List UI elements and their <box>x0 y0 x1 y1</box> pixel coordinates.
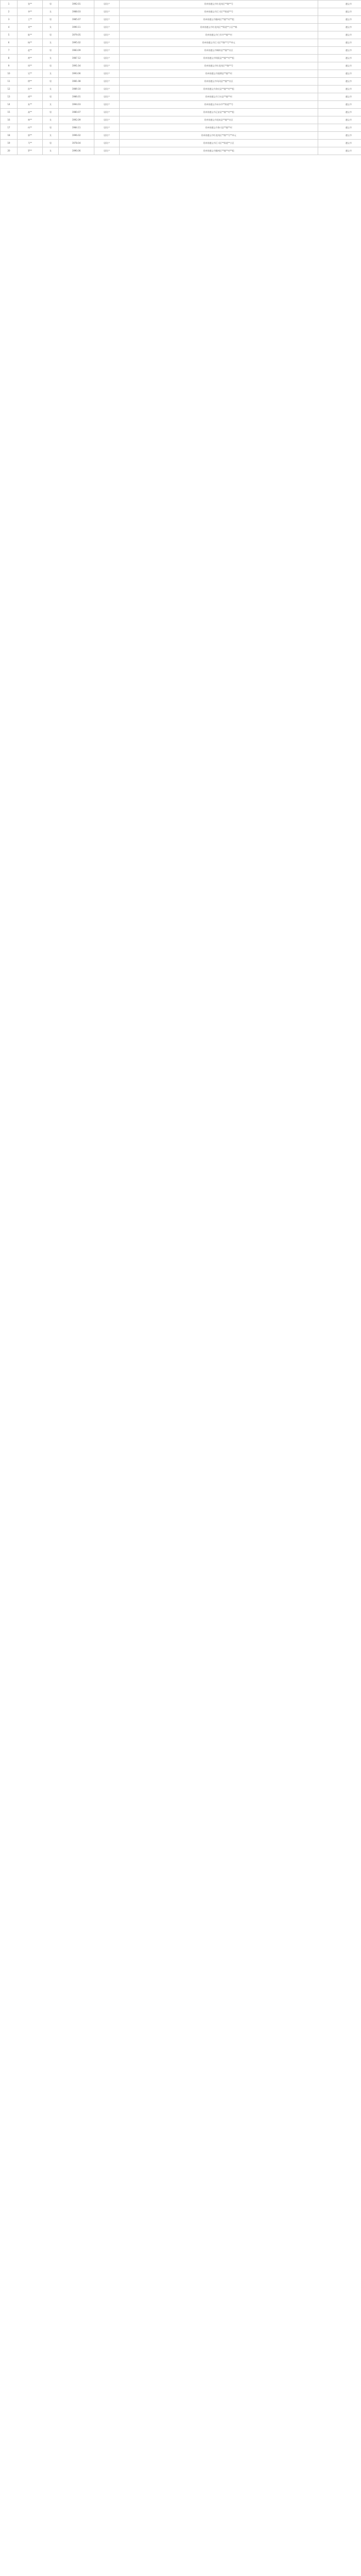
cell-category: 居民户 <box>94 8 120 16</box>
cell-number: 11 <box>1 78 18 86</box>
cell-name: 孙** <box>18 86 43 93</box>
table-row <box>1 116 361 124</box>
cell-address: 贵州省遵义市道真县**镇**社区 <box>120 116 318 124</box>
cell-number: 14 <box>1 101 18 109</box>
cell-address: 贵州省遵义市汇川区**路**号**单元 <box>120 39 318 47</box>
cell-number: 5 <box>1 31 18 39</box>
cell-number: 17 <box>1 124 18 132</box>
cell-remark: 遵义市 <box>318 86 361 93</box>
cell-category: 居民户 <box>94 24 120 31</box>
cell-gender: 男 <box>43 140 59 147</box>
cell-birth-date: 1984.11 <box>59 124 94 132</box>
table-row <box>1 132 361 140</box>
cell-address: 贵州省遵义市红花岗区**路**号 <box>120 62 318 70</box>
cell-name: 林** <box>18 116 43 124</box>
cell-gender: 女 <box>43 86 59 93</box>
cell-gender: 男 <box>43 124 59 132</box>
cell-number: 2 <box>1 8 18 16</box>
cell-number: 1 <box>1 1 18 8</box>
cell-number: 8 <box>1 55 18 62</box>
cell-birth-date: 1981.08 <box>59 78 94 86</box>
cell-address: 贵州省遵义市余庆县**镇**村**组 <box>120 86 318 93</box>
cell-number: 7 <box>1 47 18 55</box>
cell-birth-date: 1980.07 <box>59 109 94 116</box>
cell-address: 贵州省遵义市凤冈县**镇**社区 <box>120 78 318 86</box>
cell-category: 居民户 <box>94 147 120 155</box>
cell-remark: 遵义市 <box>318 132 361 140</box>
cell-address: 贵州省遵义市湄潭县**镇**村 <box>120 70 318 78</box>
cell-name: 朱** <box>18 101 43 109</box>
cell-gender: 女 <box>43 70 59 78</box>
table-row <box>1 86 361 93</box>
cell-birth-date: 1979.05 <box>59 31 94 39</box>
cell-birth-date: 1986.01 <box>59 93 94 101</box>
cell-category: 居民户 <box>94 132 120 140</box>
cell-gender: 女 <box>43 55 59 62</box>
cell-number: 6 <box>1 39 18 47</box>
roster-table-body <box>1 1 361 155</box>
cell-name: 刘** <box>18 24 43 31</box>
cell-category: 居民户 <box>94 140 120 147</box>
cell-birth-date: 1989.10 <box>59 86 94 93</box>
cell-name: 李** <box>18 8 43 16</box>
cell-category: 居民户 <box>94 39 120 47</box>
cell-remark: 遵义市 <box>318 1 361 8</box>
cell-address: 贵州省遵义市务川县**镇**村 <box>120 124 318 132</box>
cell-category: 居民户 <box>94 62 120 70</box>
cell-name: 马** <box>18 140 43 147</box>
cell-name: 张** <box>18 1 43 8</box>
cell-birth-date: 1990.11 <box>59 24 94 31</box>
cell-address: 贵州省遵义市绥阳县**镇**村**组 <box>120 55 318 62</box>
cell-category: 居民户 <box>94 1 120 8</box>
cell-remark: 遵义市 <box>318 147 361 155</box>
cell-gender: 男 <box>43 47 59 55</box>
table-row <box>1 101 361 109</box>
table-row <box>1 47 361 55</box>
cell-address: 贵州省遵义市播州区**镇**村**组 <box>120 16 318 24</box>
cell-gender: 男 <box>43 16 59 24</box>
cell-name: 黄** <box>18 55 43 62</box>
table-row <box>1 140 361 147</box>
cell-gender: 女 <box>43 116 59 124</box>
cell-gender: 男 <box>43 109 59 116</box>
cell-category: 居民户 <box>94 124 120 132</box>
cell-number: 20 <box>1 147 18 155</box>
table-row <box>1 147 361 155</box>
table-row <box>1 124 361 132</box>
cell-address: 贵州省遵义市播州区**镇**村**组 <box>120 147 318 155</box>
cell-category: 居民户 <box>94 47 120 55</box>
cell-address: 贵州省遵义市红花岗区**街道**小区**栋 <box>120 24 318 31</box>
cell-address: 贵州省遵义市汇川区**街道**号 <box>120 8 318 16</box>
cell-gender: 女 <box>43 39 59 47</box>
cell-remark: 遵义市 <box>318 55 361 62</box>
cell-remark: 遵义市 <box>318 78 361 86</box>
cell-name: 吴** <box>18 70 43 78</box>
cell-remark: 遵义市 <box>318 140 361 147</box>
cell-birth-date: 1992.01 <box>59 1 94 8</box>
cell-number: 18 <box>1 132 18 140</box>
cell-name: 杨** <box>18 39 43 47</box>
cell-remark: 遵义市 <box>318 101 361 109</box>
cell-birth-date: 1993.06 <box>59 70 94 78</box>
cell-remark: 遵义市 <box>318 24 361 31</box>
cell-birth-date: 1992.09 <box>59 116 94 124</box>
cell-category: 居民户 <box>94 31 120 39</box>
cell-name: 陈** <box>18 31 43 39</box>
cell-address: 贵州省遵义市习水县**镇**村 <box>120 93 318 101</box>
cell-address: 贵州省遵义市赤水市**街道**号 <box>120 101 318 109</box>
cell-number: 13 <box>1 93 18 101</box>
cell-birth-date: 1985.07 <box>59 16 94 24</box>
cell-remark: 遵义市 <box>318 47 361 55</box>
cell-name: 郭** <box>18 132 43 140</box>
cell-number: 12 <box>1 86 18 93</box>
cell-category: 居民户 <box>94 101 120 109</box>
cell-number: 15 <box>1 109 18 116</box>
cell-category: 居民户 <box>94 55 120 62</box>
cell-category: 居民户 <box>94 109 120 116</box>
cell-address: 贵州省遵义市汇川区**街道**小区 <box>120 140 318 147</box>
cell-birth-date: 1983.09 <box>59 47 94 55</box>
cell-remark: 遵义市 <box>318 70 361 78</box>
cell-name: 罗** <box>18 147 43 155</box>
cell-category: 居民户 <box>94 70 120 78</box>
cell-remark: 遵义市 <box>318 109 361 116</box>
cell-birth-date: 1991.04 <box>59 62 94 70</box>
cell-name: 王** <box>18 16 43 24</box>
cell-gender: 男 <box>43 93 59 101</box>
cell-birth-date: 1994.03 <box>59 101 94 109</box>
cell-number: 3 <box>1 16 18 24</box>
cell-remark: 遵义市 <box>318 16 361 24</box>
cell-birth-date: 1996.02 <box>59 132 94 140</box>
cell-gender: 女 <box>43 132 59 140</box>
cell-gender: 男 <box>43 1 59 8</box>
cell-number: 19 <box>1 140 18 147</box>
cell-gender: 男 <box>43 62 59 70</box>
cell-address: 贵州省遵义市桐梓县**镇**社区 <box>120 47 318 55</box>
cell-remark: 遵义市 <box>318 116 361 124</box>
cell-category: 居民户 <box>94 78 120 86</box>
cell-number: 9 <box>1 62 18 70</box>
cell-remark: 遵义市 <box>318 93 361 101</box>
cell-gender: 女 <box>43 101 59 109</box>
cell-name: 高** <box>18 109 43 116</box>
cell-category: 居民户 <box>94 93 120 101</box>
cell-address: 贵州省遵义市仁怀市**镇**村 <box>120 31 318 39</box>
cell-remark: 遵义市 <box>318 39 361 47</box>
table-row <box>1 31 361 39</box>
cell-gender: 男 <box>43 31 59 39</box>
table-row <box>1 70 361 78</box>
cell-gender: 男 <box>43 78 59 86</box>
cell-remark: 遵义市 <box>318 31 361 39</box>
cell-name: 何** <box>18 124 43 132</box>
roster-table <box>0 0 361 155</box>
cell-category: 居民户 <box>94 86 120 93</box>
cell-name: 胡** <box>18 93 43 101</box>
cell-name: 赵** <box>18 47 43 55</box>
cell-gender: 女 <box>43 8 59 16</box>
cell-number: 10 <box>1 70 18 78</box>
cell-remark: 遵义市 <box>318 124 361 132</box>
table-row <box>1 109 361 116</box>
cell-birth-date: 1978.04 <box>59 140 94 147</box>
cell-name: 周** <box>18 62 43 70</box>
cell-birth-date: 1987.12 <box>59 55 94 62</box>
table-row <box>1 93 361 101</box>
cell-remark: 遵义市 <box>318 8 361 16</box>
cell-birth-date: 1995.02 <box>59 39 94 47</box>
table-row <box>1 78 361 86</box>
cell-category: 居民户 <box>94 116 120 124</box>
cell-number: 16 <box>1 116 18 124</box>
table-row <box>1 24 361 31</box>
table-row <box>1 8 361 16</box>
table-row <box>1 55 361 62</box>
cell-address: 贵州省遵义市红花岗区**路**号**单元 <box>120 132 318 140</box>
cell-name: 徐** <box>18 78 43 86</box>
cell-address: 贵州省遵义市红花岗区**路**号 <box>120 1 318 8</box>
table-row <box>1 1 361 8</box>
cell-category: 居民户 <box>94 16 120 24</box>
cell-birth-date: 1988.03 <box>59 8 94 16</box>
cell-address: 贵州省遵义市正安县**镇**村**组 <box>120 109 318 116</box>
cell-number: 4 <box>1 24 18 31</box>
table-row <box>1 39 361 47</box>
cell-remark: 遵义市 <box>318 62 361 70</box>
cell-gender: 女 <box>43 147 59 155</box>
cell-gender: 女 <box>43 24 59 31</box>
cell-birth-date: 1990.06 <box>59 147 94 155</box>
table-row <box>1 16 361 24</box>
table-row <box>1 62 361 70</box>
